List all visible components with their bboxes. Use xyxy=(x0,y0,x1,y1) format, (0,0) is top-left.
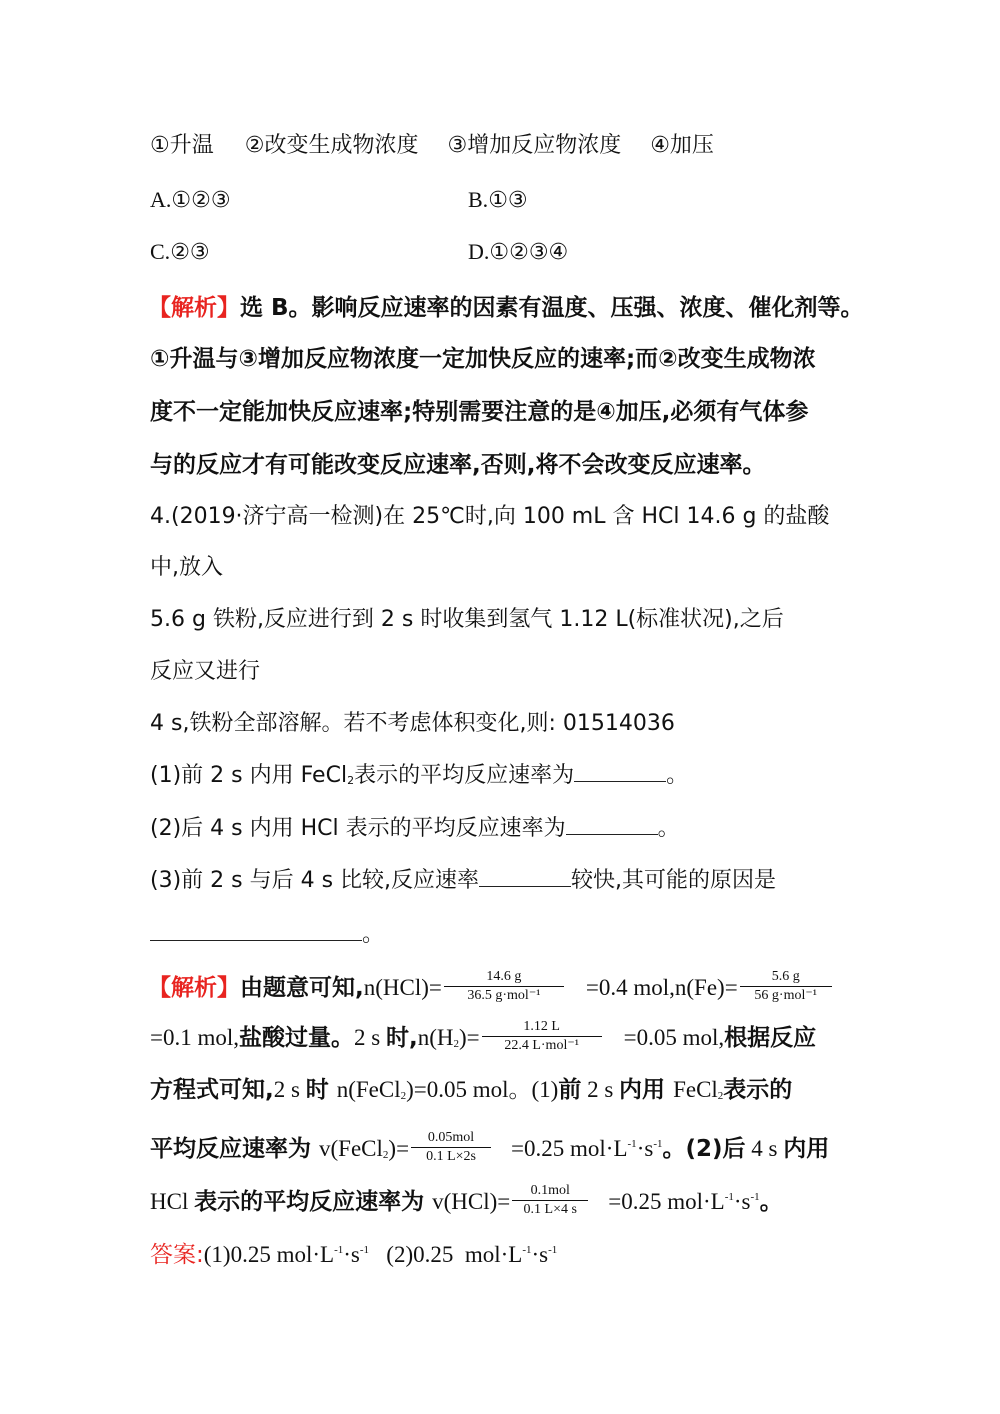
formula: FeCl$_2$ xyxy=(673,1077,724,1102)
sub-question-1 xyxy=(150,761,688,796)
text: 表示的平均反应速率为 xyxy=(194,1189,433,1215)
answer-blank-3a[interactable] xyxy=(479,868,571,887)
formula: $n(H_2)=$ xyxy=(417,1025,480,1050)
answer-blank-1[interactable] xyxy=(574,763,666,782)
text: 内用 xyxy=(619,1077,674,1103)
sub-question-3-cont xyxy=(150,920,384,950)
sq3-text: (3)前 2 s 与后 4 s 比较,反应速率 xyxy=(150,868,480,893)
formula: 2 s xyxy=(354,1025,386,1050)
formula xyxy=(608,1189,759,1214)
answer-part: ·s xyxy=(531,1242,549,1267)
formula-part: ·s xyxy=(636,1136,654,1161)
formula: 2 s xyxy=(273,1077,306,1102)
sq1-text: (1)前 2 s 内用 FeCl xyxy=(150,763,348,788)
superscript: -1 xyxy=(522,1244,532,1256)
sq3-text-2: 较快,其可能的原因是 xyxy=(571,868,777,893)
text: 。(2) xyxy=(662,1136,723,1162)
text: 内用 xyxy=(783,1136,830,1162)
formula: 2 s xyxy=(581,1077,620,1102)
option-a xyxy=(150,185,231,216)
superscript: -1 xyxy=(653,1138,663,1150)
q4-stem-line-1: 4.(2019·济宁高一检测)在 25℃时,向 100 mL 含 HCl 14.6 g 的盐酸 xyxy=(150,504,830,529)
superscript: -1 xyxy=(334,1244,344,1256)
q3-analysis-line-4: 与的反应才有可能改变反应速率,否则,将不会改变反应速率。 xyxy=(150,452,766,478)
fraction-rate-hcl xyxy=(512,1182,588,1219)
denominator: 0.1 L×2s xyxy=(426,1149,476,1164)
fraction-rate-fecl2 xyxy=(411,1129,491,1166)
sub-question-3 xyxy=(150,866,776,896)
denominator: 0.1 L×4 s xyxy=(523,1202,577,1217)
sq1-end: 。 xyxy=(666,763,689,788)
numerator: 14.6 g xyxy=(444,968,564,987)
fraction-fe xyxy=(740,968,832,1005)
sq1-subscript: 2 xyxy=(347,774,355,787)
superscript: -1 xyxy=(750,1191,760,1203)
q4-analysis-line-2 xyxy=(150,1018,816,1064)
denominator: 22.4 L·mol⁻¹ xyxy=(504,1038,579,1053)
formula xyxy=(511,1136,662,1161)
formula-part: n(H xyxy=(417,1025,454,1050)
q4-analysis-line-5 xyxy=(150,1177,783,1222)
option-c-label: C. xyxy=(150,239,171,264)
q3-analysis-line-2: ①升温与③增加反应物浓度一定加快反应的速率;而②改变生成物浓 xyxy=(150,346,816,372)
formula: =0.4 mol,n(Fe)= xyxy=(585,975,738,1000)
text: 时, xyxy=(385,1025,418,1051)
option-a-value: ①②③ xyxy=(171,188,231,213)
formula: n(HCl)= xyxy=(363,975,442,1000)
q4-analysis-line-3 xyxy=(150,1075,792,1111)
answer-2 xyxy=(369,1242,557,1267)
answer-1 xyxy=(204,1242,369,1267)
formula-part: =0.25 mol·L xyxy=(608,1189,725,1214)
answer-part: ·s xyxy=(343,1242,360,1267)
condition-4: ④加压 xyxy=(650,133,714,158)
sub-question-2 xyxy=(150,814,680,844)
answer-blank-3b[interactable] xyxy=(150,922,362,941)
text: 由题意可知, xyxy=(240,975,364,1001)
formula: HCl xyxy=(150,1189,195,1214)
analysis-tag: 【解析】 xyxy=(148,975,240,1001)
q4-analysis-line-1 xyxy=(148,968,834,1008)
option-d xyxy=(468,237,568,268)
fraction-h2 xyxy=(482,1018,602,1055)
sq2-end: 。 xyxy=(657,816,680,841)
option-b xyxy=(468,185,528,216)
formula-part: )= xyxy=(388,1136,410,1161)
denominator: 36.5 g·mol⁻¹ xyxy=(467,988,541,1003)
answer-tag: 答案: xyxy=(150,1242,204,1268)
analysis-tag: 【解析】 xyxy=(148,295,240,321)
formula: =0.05 mol, xyxy=(623,1025,725,1050)
option-a-label: A. xyxy=(150,187,172,212)
superscript: -1 xyxy=(724,1191,734,1203)
text: 后 xyxy=(722,1136,746,1162)
formula-part: ·s xyxy=(733,1189,751,1214)
numerator: 1.12 L xyxy=(482,1018,602,1037)
superscript: -1 xyxy=(548,1244,558,1256)
formula-part: v(FeCl xyxy=(319,1136,383,1161)
q4-stem-line-5: 4 s,铁粉全部溶解。若不考虑体积变化,则: 01514036 xyxy=(150,711,675,736)
formula: v(HCl)= xyxy=(432,1189,511,1214)
text: 时 xyxy=(305,1077,337,1103)
answer-blank-2[interactable] xyxy=(566,816,658,835)
numerator: 0.05mol xyxy=(411,1129,491,1148)
text: 。 xyxy=(759,1189,783,1215)
condition-3: ③增加反应物浓度 xyxy=(447,133,622,158)
formula-part: =0.25 mol·L xyxy=(511,1136,628,1161)
q4-stem-line-4: 反应又进行 xyxy=(150,659,261,684)
formula: n(FeCl$_2$)=0.05 mol。(1) xyxy=(336,1077,559,1102)
q4-answer xyxy=(150,1235,557,1270)
text: 根据反应 xyxy=(724,1025,817,1051)
fraction-hcl xyxy=(444,968,564,1005)
q4-analysis-line-4 xyxy=(150,1124,829,1175)
text: 平均反应速率为 xyxy=(150,1136,320,1162)
text: 盐酸过量。 xyxy=(239,1025,355,1051)
q3-conditions xyxy=(150,131,714,161)
condition-1: ①升温 xyxy=(150,133,214,158)
condition-2: ②改变生成物浓度 xyxy=(244,133,419,158)
formula-part: FeCl xyxy=(673,1077,718,1102)
formula: v(FeCl$_2$)= xyxy=(319,1136,410,1161)
option-b-value: ①③ xyxy=(488,188,528,213)
formula-part: )= xyxy=(459,1025,480,1050)
option-b-label: B. xyxy=(468,187,489,212)
formula: =0.1 mol, xyxy=(150,1025,240,1050)
formula: 4 s xyxy=(745,1136,784,1161)
formula-part: )=0.05 mol。(1) xyxy=(406,1077,559,1102)
numerator: 0.1mol xyxy=(512,1182,588,1201)
option-c-value: ②③ xyxy=(170,240,210,265)
option-c xyxy=(150,237,210,268)
answer-part: (1)0.25 mol·L xyxy=(203,1242,335,1267)
formula-part: n(FeCl xyxy=(336,1077,401,1102)
answer-part: (2)0.25 mol·L xyxy=(369,1242,523,1267)
numerator: 5.6 g xyxy=(740,968,832,987)
sq1-text-2: 表示的平均反应速率为 xyxy=(354,763,575,788)
superscript: -1 xyxy=(627,1138,637,1150)
analysis-text: 选 B。影响反应速率的因素有温度、压强、浓度、催化剂等。 xyxy=(240,295,864,321)
text: 前 xyxy=(558,1077,582,1103)
q3-analysis-line-3: 度不一定能加快反应速率;特别需要注意的是④加压,必须有气体参 xyxy=(150,399,809,425)
sq2-text: (2)后 4 s 内用 HCl 表示的平均反应速率为 xyxy=(150,816,566,841)
text: 表示的 xyxy=(723,1077,793,1103)
q4-stem-line-2: 中,放入 xyxy=(150,555,223,580)
q3-analysis-line-1 xyxy=(148,293,864,323)
text: 方程式可知, xyxy=(150,1077,274,1103)
superscript: -1 xyxy=(359,1244,370,1256)
option-d-value: ①②③④ xyxy=(489,240,569,265)
denominator: 56 g·mol⁻¹ xyxy=(754,988,817,1003)
option-d-label: D. xyxy=(468,239,490,264)
sq3-end: 。 xyxy=(362,922,385,947)
q4-stem-line-3: 5.6 g 铁粉,反应进行到 2 s 时收集到氢气 1.12 L(标准状况),之后 xyxy=(150,607,784,632)
